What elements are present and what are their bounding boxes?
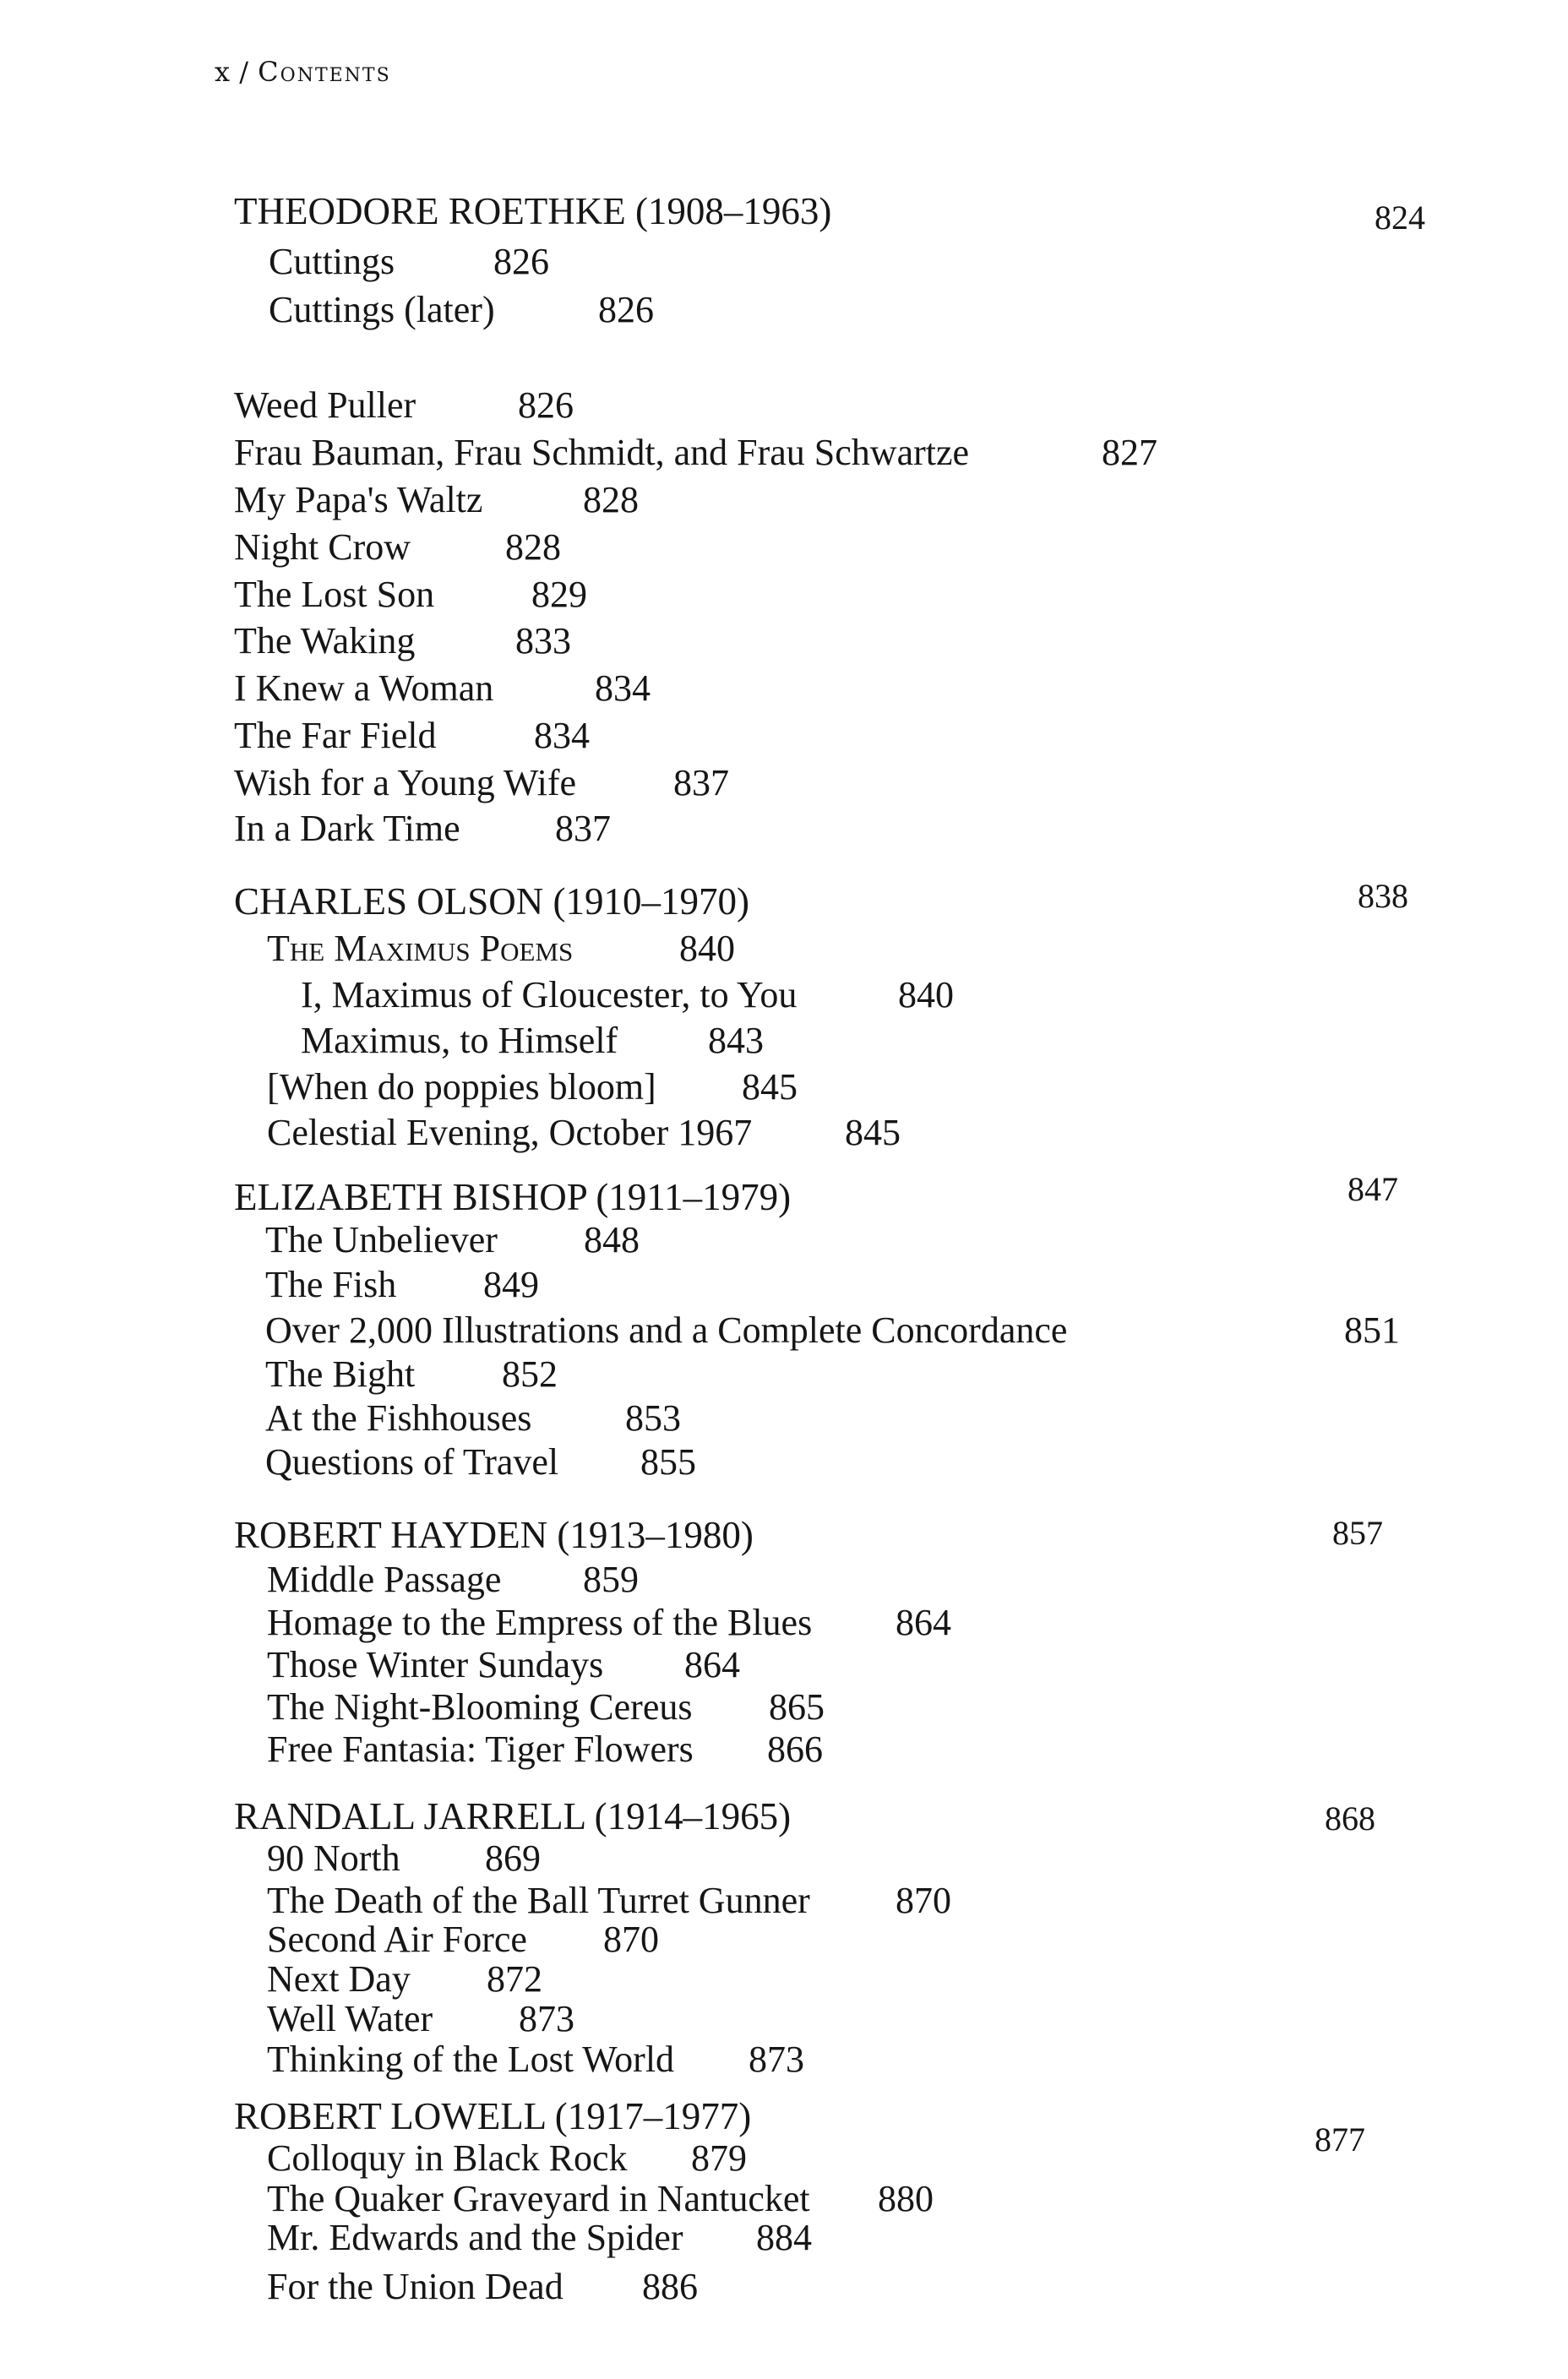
entry-page: 880	[878, 2178, 934, 2219]
entry-page: 848	[584, 1219, 640, 1260]
entry-title: My Papa's Waltz	[234, 479, 483, 520]
toc-entry	[267, 1686, 825, 1728]
entry-title: Free Fantasia: Tiger Flowers	[267, 1728, 694, 1770]
entry-title: The Far Field	[234, 715, 437, 756]
entry-title: [When do poppies bloom]	[267, 1066, 656, 1108]
entry-page: 851	[1344, 1309, 1400, 1351]
entry-title: I Knew a Woman	[234, 667, 494, 709]
entry-page: 859	[583, 1559, 639, 1600]
toc-entry	[234, 808, 611, 850]
entry-page: 853	[625, 1397, 681, 1439]
entry-page: 884	[756, 2217, 812, 2258]
toc-entry	[267, 2039, 804, 2081]
entry-page: 865	[769, 1686, 825, 1728]
toc-entry	[267, 1958, 542, 2001]
toc-entry	[269, 241, 549, 283]
author-page-number: 857	[1332, 1514, 1383, 1552]
author-heading: CHARLES OLSON (1910–1970)	[234, 880, 750, 923]
author-page-number: 824	[1375, 199, 1425, 237]
entry-title: Over 2,000 Illustrations and a Complete Concordance	[265, 1309, 1068, 1351]
toc-entry	[269, 289, 654, 331]
toc-entry	[267, 1112, 901, 1154]
roman-page-number: x	[215, 56, 231, 88]
entry-page: 864	[684, 1644, 740, 1685]
toc-entry	[267, 1066, 798, 1108]
entry-title: The Waking	[234, 620, 416, 661]
entry-page: 829	[531, 574, 587, 615]
entry-title: I, Maximus of Gloucester, to You	[301, 974, 798, 1015]
entry-page: 870	[896, 1880, 951, 1921]
toc-entry	[267, 1880, 951, 1922]
entry-title: The Bight	[265, 1353, 416, 1395]
entry-title: The Fish	[265, 1264, 397, 1305]
toc-entry	[265, 1219, 640, 1261]
author-heading: ROBERT LOWELL (1917–1977)	[234, 2095, 752, 2137]
author-heading: THEODORE ROETHKE (1908–1963)	[234, 190, 832, 232]
entry-page: 873	[749, 2039, 804, 2080]
entry-title: Well Water	[267, 1998, 433, 2039]
toc-entry	[267, 928, 735, 970]
toc-entry	[267, 1998, 574, 2040]
entry-title: Middle Passage	[267, 1559, 502, 1600]
entry-page: 849	[483, 1264, 539, 1305]
entry-title: Maximus, to Himself	[301, 1020, 618, 1061]
toc-entry	[234, 384, 574, 427]
entry-title: Cuttings	[269, 241, 395, 282]
author-page-number: 847	[1348, 1170, 1398, 1208]
toc-entry	[234, 479, 639, 521]
entry-page: 843	[708, 1020, 764, 1061]
author-page-number: 868	[1325, 1799, 1375, 1837]
entry-title: Next Day	[267, 1958, 411, 2000]
author-heading: ELIZABETH BISHOP (1911–1979)	[234, 1176, 792, 1218]
entry-page: 840	[679, 928, 735, 969]
entry-title: Frau Bauman, Frau Schmidt, and Frau Schwartze	[234, 432, 970, 473]
entry-title: Thinking of the Lost World	[267, 2039, 675, 2080]
entry-page: 879	[691, 2137, 747, 2179]
entry-title: Questions of Travel	[265, 1441, 559, 1483]
entry-title: The Lost Son	[234, 574, 435, 615]
entry-page: 828	[505, 526, 561, 568]
entry-title: In a Dark Time	[234, 808, 460, 849]
entry-page: 834	[595, 667, 651, 709]
entry-page: 852	[502, 1353, 558, 1395]
entry-page: 855	[640, 1441, 696, 1483]
entry-page: 845	[845, 1112, 901, 1153]
entry-page: 866	[767, 1728, 823, 1770]
toc-entry	[234, 715, 590, 757]
toc-entry	[267, 1837, 541, 1880]
entry-title: The Night-Blooming Cereus	[267, 1686, 693, 1728]
entry-title: Night Crow	[234, 526, 411, 568]
entry-title: The Quaker Graveyard in Nantucket	[267, 2178, 810, 2219]
toc-entry	[265, 1441, 696, 1483]
toc-entry	[234, 526, 561, 569]
entry-page: 873	[519, 1998, 574, 2039]
author-heading: RANDALL JARRELL (1914–1965)	[234, 1795, 792, 1837]
author-page-number: 877	[1315, 2120, 1365, 2159]
toc-entry	[234, 667, 651, 710]
entry-title: Weed Puller	[234, 384, 416, 426]
entry-title: The Death of the Ball Turret Gunner	[267, 1880, 810, 1921]
author-page-number: 838	[1358, 877, 1408, 915]
toc-entry	[265, 1397, 681, 1440]
entry-title: 90 North	[267, 1837, 400, 1879]
entry-page: 864	[896, 1602, 951, 1643]
entry-title: Second Air Force	[267, 1919, 527, 1960]
entry-title: For the Union Dead	[267, 2266, 564, 2307]
entry-page: 886	[642, 2266, 698, 2307]
entry-title: Those Winter Sundays	[267, 1644, 604, 1685]
toc-entry	[267, 1728, 823, 1771]
entry-title: Wish for a Young Wife	[234, 762, 577, 803]
running-header	[215, 56, 391, 88]
entry-page: 837	[555, 808, 611, 849]
entry-page: 826	[518, 384, 574, 426]
entry-page: 826	[598, 289, 654, 330]
entry-page: 870	[603, 1919, 659, 1960]
toc-entry	[265, 1353, 558, 1396]
header-label: Contents	[258, 56, 391, 88]
entry-page: 834	[534, 715, 590, 756]
entry-page: 840	[898, 974, 954, 1015]
entry-title: At the Fishhouses	[265, 1397, 532, 1439]
entry-page: 872	[487, 1958, 542, 2000]
author-heading: ROBERT HAYDEN (1913–1980)	[234, 1514, 754, 1556]
toc-entry	[267, 1919, 659, 1961]
entry-page: 833	[515, 620, 571, 661]
toc-entry	[234, 762, 729, 804]
toc-entry	[234, 620, 571, 662]
toc-entry	[234, 432, 1157, 474]
entry-title: The Unbeliever	[265, 1219, 498, 1260]
toc-entry	[301, 1020, 764, 1062]
entry-page: 837	[673, 762, 729, 803]
toc-entry	[267, 1602, 951, 1644]
header-separator: /	[239, 56, 249, 88]
entry-title: Celestial Evening, October 1967	[267, 1112, 753, 1153]
toc-entry	[301, 974, 954, 1016]
entry-title: Mr. Edwards and the Spider	[267, 2217, 683, 2258]
toc-entry	[267, 2178, 934, 2220]
toc-entry	[267, 1644, 740, 1686]
toc-entry	[265, 1309, 1400, 1352]
entry-title: The Maximus Poems	[267, 928, 574, 969]
entry-page: 826	[493, 241, 549, 282]
toc-entry	[234, 574, 587, 616]
toc-entry	[265, 1264, 539, 1306]
entry-page: 869	[485, 1837, 541, 1879]
entry-page: 845	[742, 1066, 798, 1108]
toc-entry	[267, 2217, 812, 2259]
toc-entry	[267, 1559, 639, 1601]
entry-title: Cuttings (later)	[269, 289, 495, 330]
entry-page: 828	[583, 479, 639, 520]
toc-entry	[267, 2137, 747, 2180]
toc-entry	[267, 2266, 698, 2308]
entry-title: Colloquy in Black Rock	[267, 2137, 628, 2179]
entry-title: Homage to the Empress of the Blues	[267, 1602, 813, 1643]
entry-page: 827	[1102, 432, 1157, 473]
